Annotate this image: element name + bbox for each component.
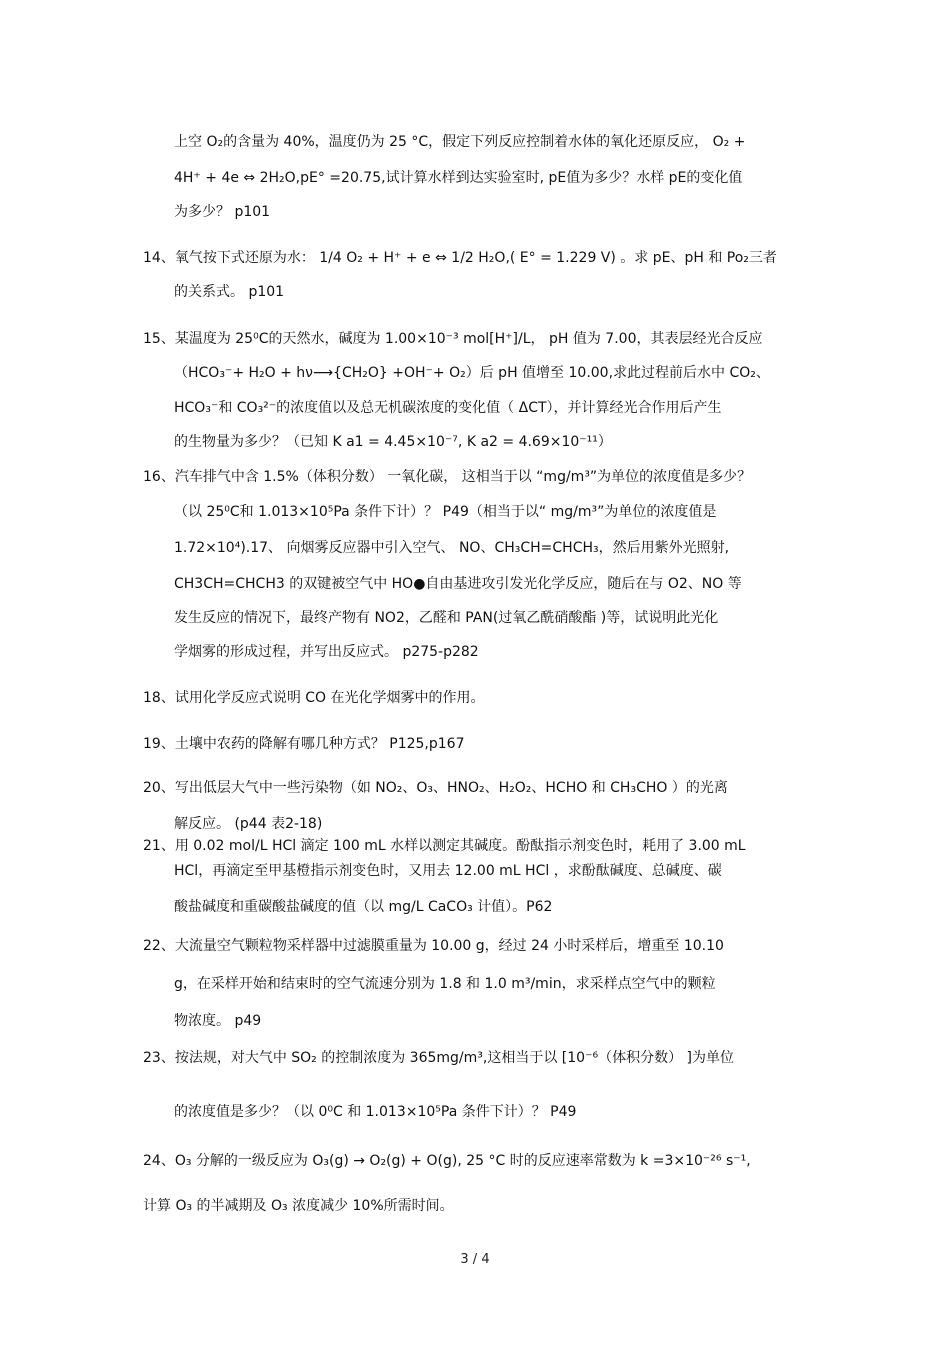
question-14: 14、氧气按下式还原为水： 1/4 O₂ + H⁺ + e ⇔ 1/2 H₂O,( E° = 1.229 V) 。求 pE、pH 和 Po₂三者 <box>143 250 777 266</box>
page-number: 3 / 4 <box>460 1252 490 1267</box>
question-22: 22、大流量空气颗粒物采样器中过滤膜重量为 10.00 g，经过 24 小时采样后，增重至 10.10 <box>143 938 724 954</box>
text-line: 的浓度值是多少？（以 0⁰C 和 1.013×10⁵Pa 条件下计）？ P49 <box>174 1104 577 1120</box>
question-16: 16、汽车排气中含 1.5%（体积分数） 一氧化碳， 这相当于以 “mg/m³”为单位的浓度值是多少？ <box>143 469 752 485</box>
text-line: （HCO₃⁻+ H₂O + hν⟶{CH₂O} +OH⁻+ O₂）后 pH 值增至 10.00,求此过程前后水中 CO₂、 <box>174 365 770 381</box>
question-15: 15、某温度为 25⁰C的天然水，碱度为 1.00×10⁻³ mol[H⁺]/L， pH 值为 7.00，其表层经光合反应 <box>143 331 763 347</box>
text-line: 酸盐碱度和重碳酸盐碱度的值（以 mg/L CaCO₃ 计值）。P62 <box>174 899 553 915</box>
question-20: 20、写出低层大气中一些污染物（如 NO₂、O₃、HNO₂、H₂O₂、HCHO 和 CH₃CHO ）的光离 <box>143 780 728 796</box>
text-line: 的关系式。 p101 <box>174 284 285 300</box>
text-line: 计算 O₃ 的半减期及 O₃ 浓度减少 10%所需时间。 <box>143 1198 454 1214</box>
text-line: 的生物量为多少？（已知 K a1 = 4.45×10⁻⁷, K a2 = 4.69×10⁻¹¹） <box>174 434 612 450</box>
question-19: 19、土壤中农药的降解有哪几种方式？ P125,p167 <box>143 736 465 752</box>
question-18: 18、试用化学反应式说明 CO 在光化学烟雾中的作用。 <box>143 690 485 706</box>
question-21: 21、用 0.02 mol/L HCl 滴定 100 mL 水样以测定其碱度。酚酞指示剂变色时，耗用了 3.00 mL <box>143 838 746 854</box>
text-line: HCl，再滴定至甲基橙指示剂变色时，又用去 12.00 mL HCl ，求酚酞碱度、总碱度、碳 <box>174 863 722 879</box>
text-line: 4H⁺ + 4e ⇔ 2H₂O,pE° =20.75,试计算水样到达实验室时, pE值为多少？水样 pE的变化值 <box>174 170 743 186</box>
text-line: 解反应。 (p44 表2-18) <box>174 816 323 832</box>
question-24: 24、O₃ 分解的一级反应为 O₃(g) → O₂(g) + O(g), 25 °C 时的反应速率常数为 k =3×10⁻²⁶ s⁻¹, <box>143 1153 751 1169</box>
text-line: 物浓度。 p49 <box>174 1013 262 1029</box>
question-17: 1.72×10⁴).17、 向烟雾反应器中引入空气、 NO、CH₃CH=CHCH₃，然后用紫外光照射, <box>174 540 730 556</box>
text-line: HCO₃⁻和 CO₃²⁻的浓度值以及总无机碳浓度的变化值（ ΔCT），并计算经光合作用后产生 <box>174 400 722 416</box>
question-23: 23、按法规，对大气中 SO₂ 的控制浓度为 365mg/m³,这相当于以 [10⁻⁶（体积分数） ]为单位 <box>143 1050 734 1066</box>
text-line: g，在采样开始和结束时的空气流速分别为 1.8 和 1.0 m³/min，求采样点空气中的颗粒 <box>174 976 716 992</box>
text-line: 上空 O₂的含量为 40%，温度仍为 25 °C，假定下列反应控制着水体的氧化还原反应， O₂ + <box>174 134 746 150</box>
text-line: CH3CH=CHCH3 的双键被空气中 HO●自由基进攻引发光化学反应，随后在与 O2、NO 等 <box>174 576 742 592</box>
text-line: 为多少？ p101 <box>174 204 271 220</box>
text-line: 发生反应的情况下，最终产物有 NO2，乙醛和 PAN(过氧乙酰硝酸酯 )等，试说明此光化 <box>174 610 719 626</box>
text-line: 学烟雾的形成过程，并写出反应式。 p275-p282 <box>174 644 479 660</box>
text-line: （以 25⁰C和 1.013×10⁵Pa 条件下计）？ P49（相当于以“ mg/m³”为单位的浓度值是 <box>174 504 717 520</box>
